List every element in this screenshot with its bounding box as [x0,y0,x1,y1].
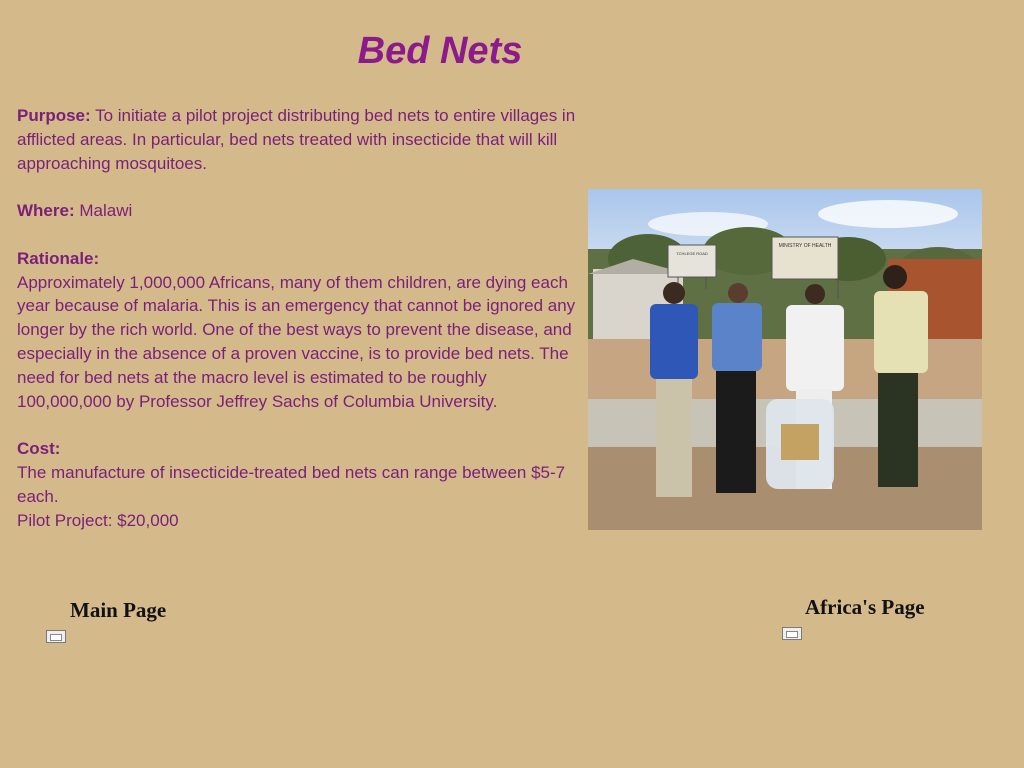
rationale-text: Approximately 1,000,000 Africans, many of them children, are dying each year because of malaria. This is an emergency that cannot be ignored any longer by the rich world. One of the best ways to prevent the disease, and especially in the absence of a proven vaccine, is to provide bed nets. The need for bed nets at the macro level is estimated to be roughly 100,000,000 by Professor Jeffrey Sachs of Columbia University. [17,272,576,411]
cost-paragraph [17,437,585,532]
article-body [17,104,585,556]
africa-page-image-icon[interactable] [782,627,802,640]
where-label: Where: [17,201,75,221]
purpose-label: Purpose: [17,106,91,125]
rationale-label: Rationale: [17,248,100,268]
where-paragraph [17,199,585,223]
pilot-cost-text: Pilot Project: $20,000 [17,510,179,530]
page-title: Bed Nets [357,30,523,72]
africa-page-link[interactable]: Africa's Page [805,595,925,619]
rationale-paragraph [17,247,585,414]
cost-text: The manufacture of insecticide-treated bed nets can range between $5-7 each. [17,462,566,506]
main-page-link[interactable]: Main Page [70,598,167,622]
where-text: Malawi [74,201,133,221]
cost-label: Cost: [17,439,61,459]
sign-left-text: TCHLEGE ROAD [676,251,708,256]
main-page-image-icon[interactable] [46,630,66,643]
purpose-text: To initiate a pilot project distributing bed nets to entire villages in afflicted areas. In particular, bed nets treated with insecticide that will kill approaching mosquitoes. [17,106,576,173]
sign-right-text: MINISTRY OF HEALTH [778,243,832,249]
purpose-paragraph [17,104,585,175]
bed-nets-photo [588,189,982,530]
